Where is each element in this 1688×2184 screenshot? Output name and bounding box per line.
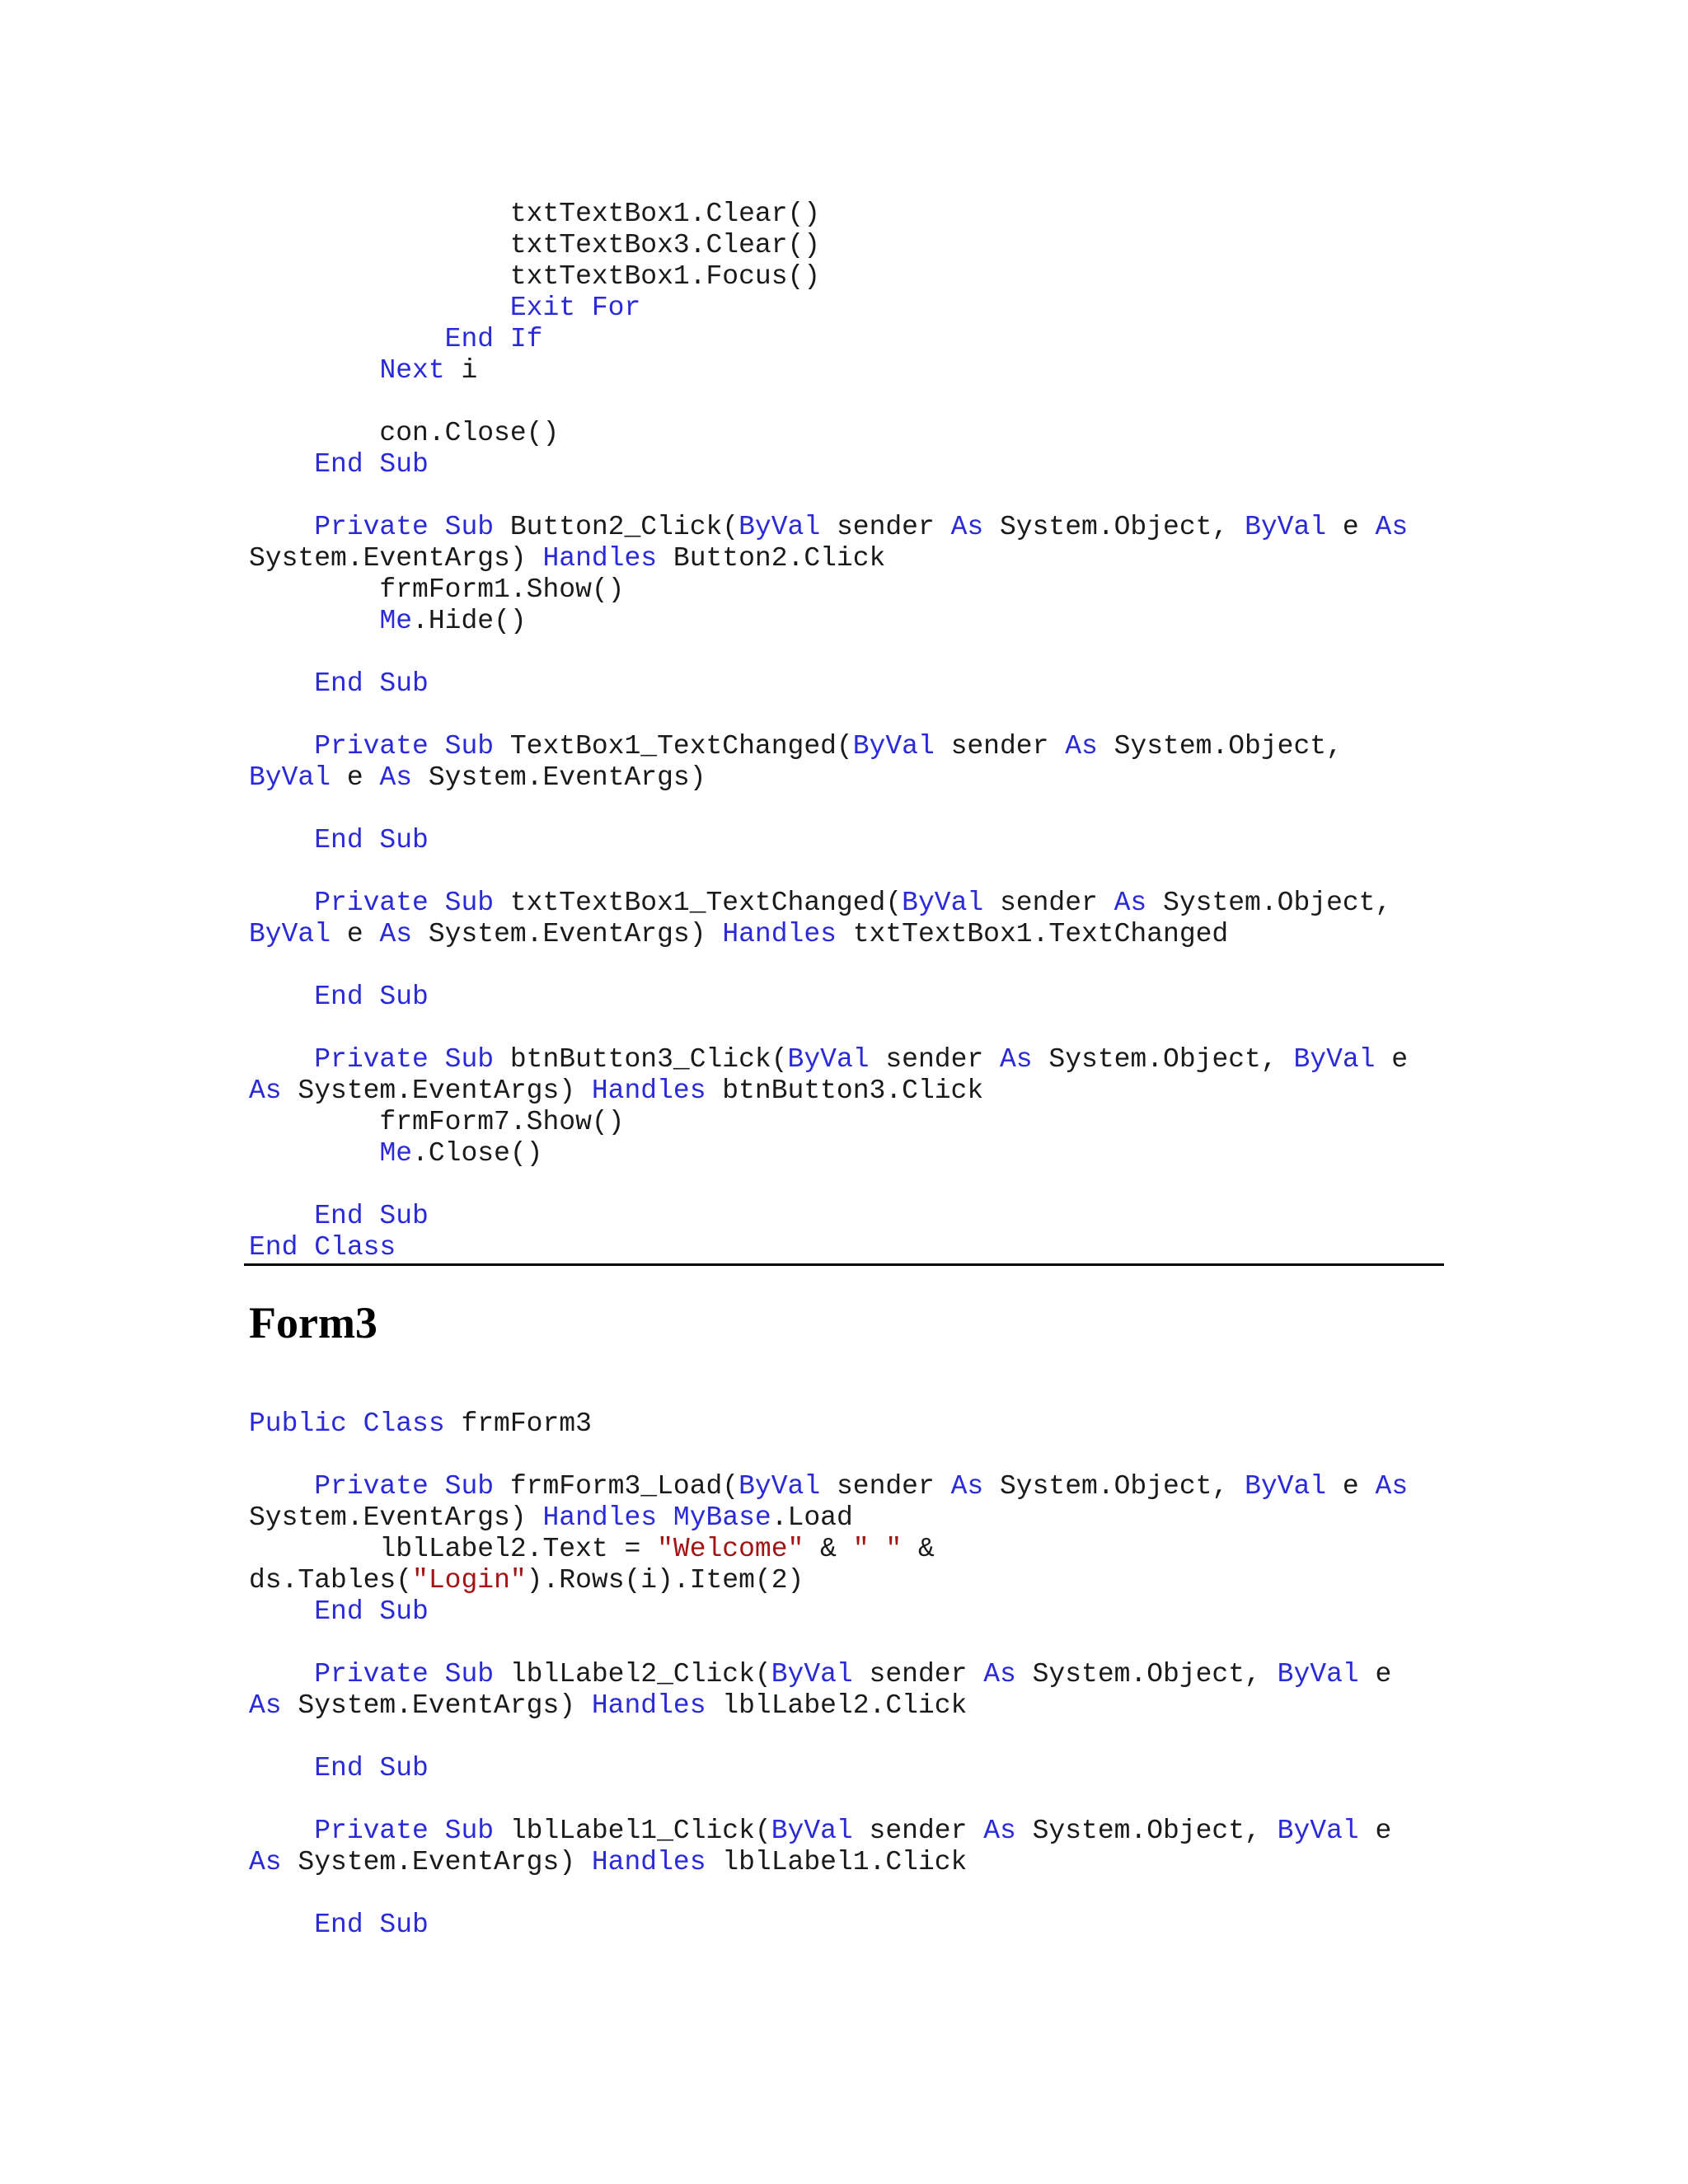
- code-text: [249, 449, 314, 480]
- code-text: btnButton3.Click: [706, 1076, 984, 1106]
- code-keyword: MyBase: [673, 1502, 771, 1533]
- code-line: [249, 543, 1408, 574]
- code-keyword: ByVal: [249, 919, 331, 949]
- code-line: [249, 512, 1408, 543]
- code-text: e: [1326, 512, 1376, 542]
- code-line: [249, 1232, 1408, 1263]
- code-text: System.EventArgs): [281, 1847, 592, 1877]
- code-line: [249, 888, 1408, 919]
- code-line: [249, 387, 1408, 418]
- code-keyword: ByVal: [738, 512, 821, 542]
- code-text: txtTextBox1.Clear(): [249, 199, 821, 229]
- code-keyword: End Sub: [314, 1201, 429, 1231]
- code-text: [249, 982, 314, 1012]
- code-keyword: Private Sub: [314, 1659, 495, 1690]
- code-line: [249, 1596, 1408, 1628]
- code-line: [249, 230, 1408, 261]
- code-text: .Load: [771, 1502, 853, 1533]
- code-keyword: ByVal: [852, 731, 935, 762]
- code-text: System.EventArgs): [281, 1076, 592, 1106]
- code-line: [249, 1408, 1408, 1440]
- code-text: .Close(): [412, 1138, 543, 1169]
- code-text: sender: [869, 1044, 1000, 1075]
- code-text: [657, 1502, 673, 1533]
- code-text: sender: [820, 512, 951, 542]
- code-text: TextBox1_TextChanged(: [494, 731, 853, 762]
- code-line: [249, 1628, 1408, 1659]
- code-text: System.Object,: [1146, 888, 1392, 918]
- code-keyword: Handles: [591, 1076, 706, 1106]
- code-text: [249, 1910, 314, 1940]
- code-text: e: [1358, 1659, 1392, 1690]
- code-text: Button2_Click(: [494, 512, 739, 542]
- code-line: [249, 825, 1408, 856]
- code-keyword: Private Sub: [314, 731, 495, 762]
- code-text: [249, 512, 314, 542]
- code-keyword: End Sub: [314, 449, 429, 480]
- code-keyword: Handles: [722, 919, 837, 949]
- code-text: e: [331, 762, 380, 793]
- code-text: con.Close(): [249, 418, 560, 448]
- code-keyword: ByVal: [1277, 1659, 1359, 1690]
- code-text: e: [1375, 1044, 1409, 1075]
- code-text: lblLabel1_Click(: [494, 1816, 771, 1846]
- code-text: [249, 324, 445, 354]
- code-text: [249, 1659, 314, 1690]
- code-text: [249, 355, 379, 386]
- code-text: e: [331, 919, 380, 949]
- code-line: [249, 637, 1408, 668]
- code-line: [249, 1044, 1408, 1076]
- code-text: lblLabel2.Text =: [249, 1534, 658, 1564]
- code-text: System.EventArgs): [412, 919, 723, 949]
- code-line: [249, 794, 1408, 825]
- code-keyword: As: [983, 1659, 1016, 1690]
- code-line: [249, 1534, 1408, 1565]
- code-string: " ": [852, 1534, 903, 1564]
- code-text: System.Object,: [1032, 1044, 1294, 1075]
- code-text: [249, 1753, 314, 1783]
- code-keyword: Private Sub: [314, 888, 495, 918]
- code-line: [249, 731, 1408, 762]
- code-line: [249, 1753, 1408, 1784]
- code-text: txtTextBox3.Clear(): [249, 230, 821, 260]
- code-line: [249, 1722, 1408, 1753]
- code-text: txtTextBox1.Focus(): [249, 261, 821, 292]
- section-divider: [244, 1263, 1444, 1266]
- code-line: [249, 1565, 1408, 1596]
- code-text: ).Rows(i).Item(2): [526, 1565, 804, 1596]
- code-keyword: End If: [444, 324, 543, 354]
- code-keyword: Private Sub: [314, 1816, 495, 1846]
- code-text: ds.Tables(: [249, 1565, 413, 1596]
- code-text: [249, 731, 314, 762]
- code-keyword: As: [950, 512, 984, 542]
- code-keyword: Handles: [542, 543, 658, 574]
- code-text: [249, 1044, 314, 1075]
- code-text: [249, 668, 314, 699]
- code-keyword: Exit For: [509, 293, 641, 323]
- code-keyword: ByVal: [738, 1471, 821, 1502]
- code-string: "Login": [412, 1565, 527, 1596]
- code-keyword: End Sub: [314, 1753, 429, 1783]
- code-text: [249, 606, 379, 636]
- code-text: [249, 1201, 314, 1231]
- code-text: lblLabel1.Click: [706, 1847, 968, 1877]
- code-text: frmForm3: [444, 1408, 592, 1439]
- code-keyword: As: [249, 1690, 282, 1721]
- code-line: [249, 606, 1408, 637]
- code-keyword: As: [249, 1076, 282, 1106]
- code-keyword: As: [1000, 1044, 1033, 1075]
- code-text: .Hide(): [412, 606, 527, 636]
- code-text: Button2.Click: [657, 543, 886, 574]
- code-text: System.Object,: [1015, 1659, 1278, 1690]
- code-line: [249, 919, 1408, 950]
- code-text: [249, 1138, 379, 1169]
- code-keyword: ByVal: [787, 1044, 870, 1075]
- code-text: frmForm3_Load(: [494, 1471, 739, 1502]
- code-line: [249, 1816, 1408, 1847]
- code-keyword: End Sub: [314, 668, 429, 699]
- code-text: System.Object,: [1015, 1816, 1278, 1846]
- code-line: [249, 199, 1408, 230]
- section-heading-form3: Form3: [249, 1298, 377, 1347]
- code-keyword: Private Sub: [314, 1471, 495, 1502]
- code-keyword: ByVal: [902, 888, 984, 918]
- code-line: [249, 1169, 1408, 1201]
- code-line: [249, 293, 1408, 324]
- code-keyword: ByVal: [1245, 512, 1327, 542]
- code-line: [249, 1784, 1408, 1816]
- code-text: [249, 888, 314, 918]
- code-line: [249, 762, 1408, 794]
- code-keyword: Private Sub: [314, 1044, 495, 1075]
- code-keyword: ByVal: [771, 1816, 853, 1846]
- code-line: [249, 324, 1408, 355]
- code-text: System.Object,: [983, 1471, 1245, 1502]
- code-keyword: ByVal: [1245, 1471, 1327, 1502]
- code-keyword: As: [249, 1847, 282, 1877]
- code-line: [249, 668, 1408, 700]
- code-text: frmForm1.Show(): [249, 574, 625, 605]
- code-text: &: [902, 1534, 935, 1564]
- code-line: [249, 700, 1408, 731]
- code-line: [249, 1138, 1408, 1169]
- code-keyword: Handles: [591, 1847, 706, 1877]
- code-keyword: End Sub: [314, 982, 429, 1012]
- code-line: [249, 1076, 1408, 1107]
- code-keyword: Private Sub: [314, 512, 495, 542]
- code-text: sender: [983, 888, 1114, 918]
- code-line: [249, 1107, 1408, 1138]
- code-text: sender: [934, 731, 1066, 762]
- code-keyword: Me: [379, 1138, 413, 1169]
- code-line: [249, 449, 1408, 480]
- code-text: [249, 1471, 314, 1502]
- code-line: [249, 1471, 1408, 1502]
- code-keyword: End Sub: [314, 825, 429, 855]
- code-text: sender: [852, 1816, 984, 1846]
- code-keyword: Me: [379, 606, 413, 636]
- code-line: [249, 1690, 1408, 1722]
- code-text: lblLabel2.Click: [706, 1690, 968, 1721]
- code-line: [249, 1910, 1408, 1941]
- code-text: btnButton3_Click(: [494, 1044, 788, 1075]
- code-text: &: [804, 1534, 853, 1564]
- code-text: [249, 825, 314, 855]
- code-keyword: As: [379, 919, 413, 949]
- code-text: System.Object,: [983, 512, 1245, 542]
- code-line: [249, 856, 1408, 888]
- code-text: [249, 1816, 314, 1846]
- code-text: System.EventArgs): [249, 543, 543, 574]
- code-line: [249, 1502, 1408, 1534]
- code-string: "Welcome": [657, 1534, 804, 1564]
- code-keyword: ByVal: [771, 1659, 853, 1690]
- code-text: System.Object,: [1097, 731, 1343, 762]
- code-text: sender: [852, 1659, 984, 1690]
- code-keyword: As: [1065, 731, 1098, 762]
- code-keyword: Next: [379, 355, 445, 386]
- code-keyword: Handles: [542, 1502, 658, 1533]
- code-keyword: As: [1114, 888, 1147, 918]
- code-line: [249, 1878, 1408, 1910]
- code-keyword: As: [379, 762, 413, 793]
- code-line: [249, 355, 1408, 387]
- code-keyword: Handles: [591, 1690, 706, 1721]
- code-line: [249, 982, 1408, 1013]
- code-text: e: [1358, 1816, 1392, 1846]
- code-keyword: ByVal: [1293, 1044, 1376, 1075]
- code-text: frmForm7.Show(): [249, 1107, 625, 1137]
- code-line: [249, 950, 1408, 982]
- code-keyword: Public Class: [249, 1408, 445, 1439]
- code-keyword: As: [950, 1471, 984, 1502]
- code-text: txtTextBox1_TextChanged(: [494, 888, 903, 918]
- code-text: System.EventArgs): [412, 762, 706, 793]
- code-text: e: [1326, 1471, 1376, 1502]
- code-keyword: As: [1375, 512, 1409, 542]
- code-line: [249, 1659, 1408, 1690]
- code-line: [249, 1440, 1408, 1471]
- code-keyword: ByVal: [1277, 1816, 1359, 1846]
- code-listing-form2-end: [249, 199, 1408, 1263]
- code-line: [249, 1013, 1408, 1044]
- code-text: lblLabel2_Click(: [494, 1659, 771, 1690]
- code-line: [249, 574, 1408, 606]
- code-keyword: End Class: [249, 1232, 396, 1263]
- code-line: [249, 418, 1408, 449]
- code-text: System.EventArgs): [249, 1502, 543, 1533]
- code-line: [249, 1847, 1408, 1878]
- code-keyword: ByVal: [249, 762, 331, 793]
- code-keyword: End Sub: [314, 1596, 429, 1627]
- code-line: [249, 1201, 1408, 1232]
- code-text: [249, 293, 510, 323]
- code-keyword: As: [983, 1816, 1016, 1846]
- code-keyword: End Sub: [314, 1910, 429, 1940]
- code-line: [249, 480, 1408, 512]
- code-listing-form3: [249, 1408, 1408, 1941]
- code-line: [249, 261, 1408, 293]
- code-text: txtTextBox1.TextChanged: [836, 919, 1229, 949]
- code-keyword: As: [1375, 1471, 1409, 1502]
- code-text: i: [444, 355, 478, 386]
- code-text: sender: [820, 1471, 951, 1502]
- code-text: [249, 1596, 314, 1627]
- code-text: System.EventArgs): [281, 1690, 592, 1721]
